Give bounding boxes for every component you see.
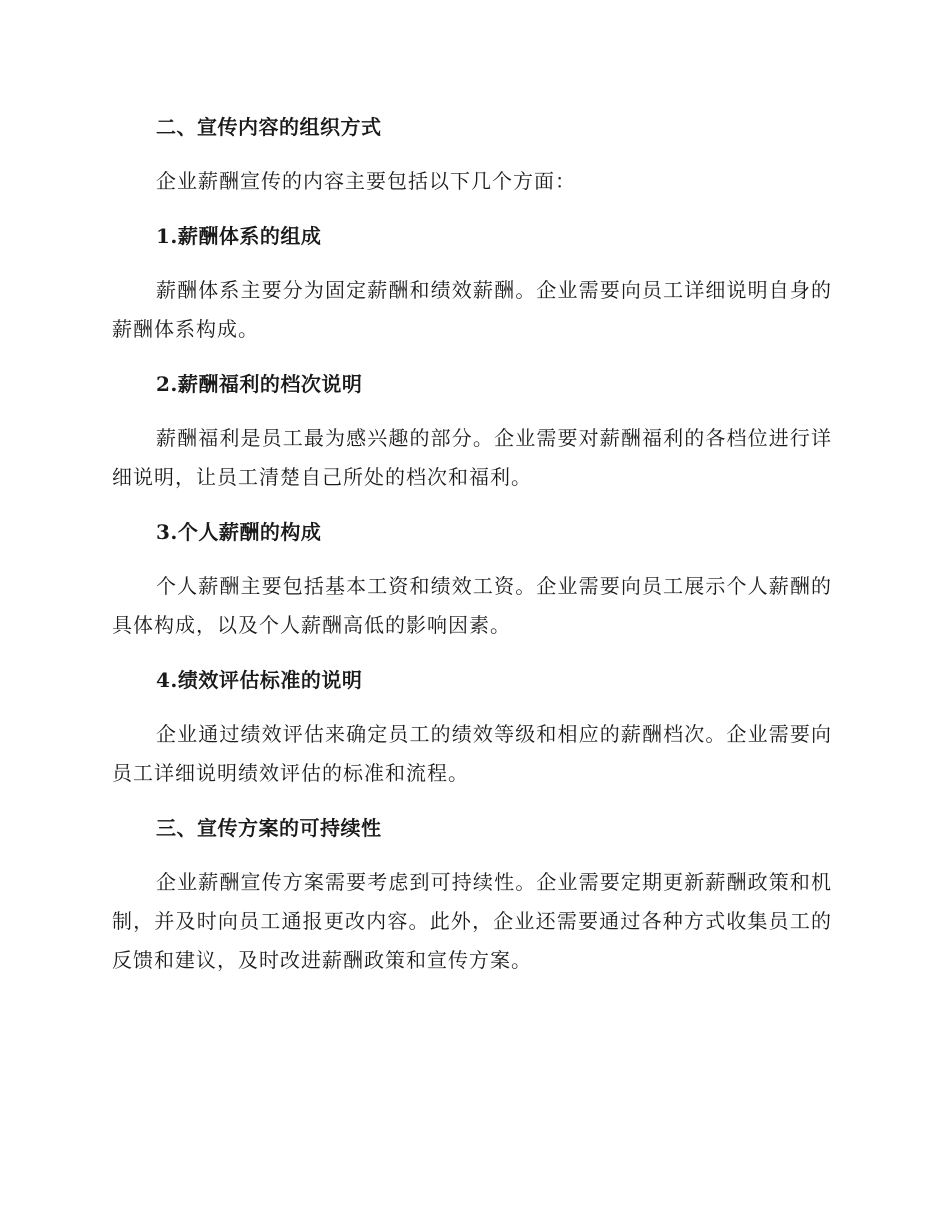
subheading-benefit-levels: 2.薪酬福利的档次说明: [156, 372, 363, 396]
paragraph-benefit-levels: 薪酬福利是员工最为感兴趣的部分。企业需要对薪酬福利的各档位进行详细说明，让员工清楚自己所处的档次和福利。: [112, 426, 832, 489]
section-heading-sustainability: 三、宣传方案的可持续性: [156, 816, 382, 840]
subheading-performance-standards: 4.绩效评估标准的说明: [156, 668, 363, 692]
paragraph-performance-standards: 企业通过绩效评估来确定员工的绩效等级和相应的薪酬档次。企业需要向员工详细说明绩效评估的标准和流程。: [112, 722, 832, 785]
paragraph-salary-system: 薪酬体系主要分为固定薪酬和绩效薪酬。企业需要向员工详细说明自身的薪酬体系构成。: [112, 278, 832, 341]
paragraph-sustainability: 企业薪酬宣传方案需要考虑到可持续性。企业需要定期更新薪酬政策和机制，并及时向员工通报更改内容。此外，企业还需要通过各种方式收集员工的反馈和建议，及时改进薪酬政策和宣传方案。: [112, 870, 832, 972]
subheading-salary-system: 1.薪酬体系的组成: [156, 224, 322, 248]
section-heading-organization: 二、宣传内容的组织方式: [156, 115, 382, 139]
subheading-personal-salary: 3.个人薪酬的构成: [156, 520, 322, 544]
paragraph-personal-salary: 个人薪酬主要包括基本工资和绩效工资。企业需要向员工展示个人薪酬的具体构成，以及个人薪酬高低的影响因素。: [112, 574, 832, 637]
intro-paragraph: 企业薪酬宣传的内容主要包括以下几个方面：: [156, 169, 576, 193]
document-page: [112, 108, 832, 996]
